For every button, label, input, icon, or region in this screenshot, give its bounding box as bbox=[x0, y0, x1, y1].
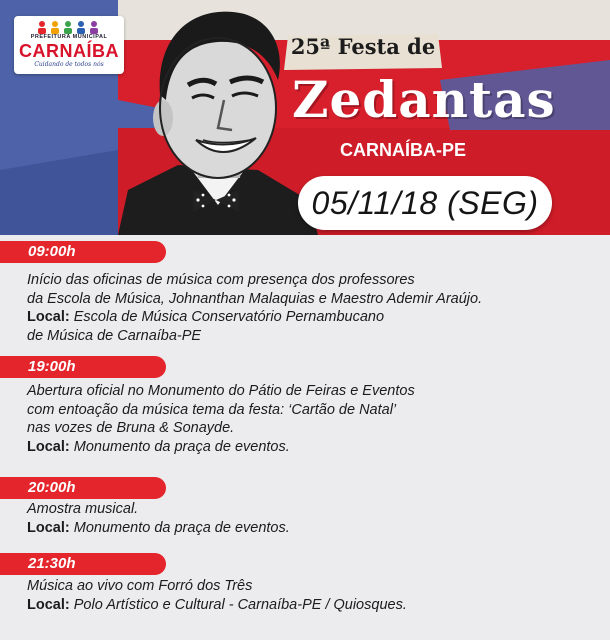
schedule-description bbox=[27, 382, 597, 456]
description-line: Abertura oficial no Monumento do Pátio de Feiras e Eventos bbox=[27, 383, 415, 399]
location-line bbox=[27, 438, 597, 457]
schedule-description bbox=[27, 271, 597, 345]
description-line: Início das oficinas de música com presença dos professores bbox=[27, 272, 415, 288]
location-line: de Música de Carnaíba-PE bbox=[27, 327, 202, 344]
time-tag: 19:00h bbox=[0, 356, 166, 378]
description-line: nas vozes de Bruna & Sonayde. bbox=[27, 420, 235, 436]
festival-name: Zedantas bbox=[292, 70, 556, 129]
edition-text: 25ª Festa de bbox=[290, 34, 436, 59]
location-line bbox=[27, 308, 597, 327]
location-line bbox=[27, 519, 597, 538]
city-name: CARNAÍBA-PE bbox=[340, 140, 466, 160]
time-tag: 21:30h bbox=[0, 553, 166, 575]
time-tag: 20:00h bbox=[0, 477, 166, 499]
location-label: Local: bbox=[27, 596, 70, 613]
location-line bbox=[27, 596, 597, 615]
description-line: Música ao vivo com Forró dos Três bbox=[27, 578, 253, 594]
location-label: Local: bbox=[27, 438, 70, 455]
logo-prefeitura-text: PREFEITURA MUNICIPAL bbox=[30, 34, 108, 40]
logo-city-name: CARNAÍBA bbox=[19, 41, 119, 61]
location-text: Escola de Música Conservatório Pernambucano bbox=[73, 309, 385, 325]
location-label: Local: bbox=[27, 519, 70, 536]
description-line: da Escola de Música, Johnanthan Malaquias e Maestro Ademir Araújo. bbox=[27, 290, 483, 307]
logo-slogan: Cuidando de todos nós bbox=[34, 61, 104, 68]
schedule-description bbox=[27, 500, 597, 537]
people-icon bbox=[36, 20, 102, 34]
poster-header bbox=[0, 0, 610, 235]
event-date: 05/11/18 (SEG) bbox=[298, 176, 552, 230]
time-tag: 09:00h bbox=[0, 241, 166, 263]
location-label: Local: bbox=[27, 309, 70, 325]
schedule-description bbox=[27, 577, 597, 614]
location-text: Polo Artístico e Cultural - Carnaíba-PE / Quiosques. bbox=[73, 596, 407, 613]
location-text: Monumento da praça de eventos. bbox=[73, 438, 290, 455]
description-line: Amostra musical. bbox=[27, 501, 139, 517]
schedule-list bbox=[0, 235, 610, 640]
location-text: Monumento da praça de eventos. bbox=[73, 519, 290, 536]
description-line: com entoação da música tema da festa: ‘Cartão de Natal’ bbox=[27, 401, 397, 418]
